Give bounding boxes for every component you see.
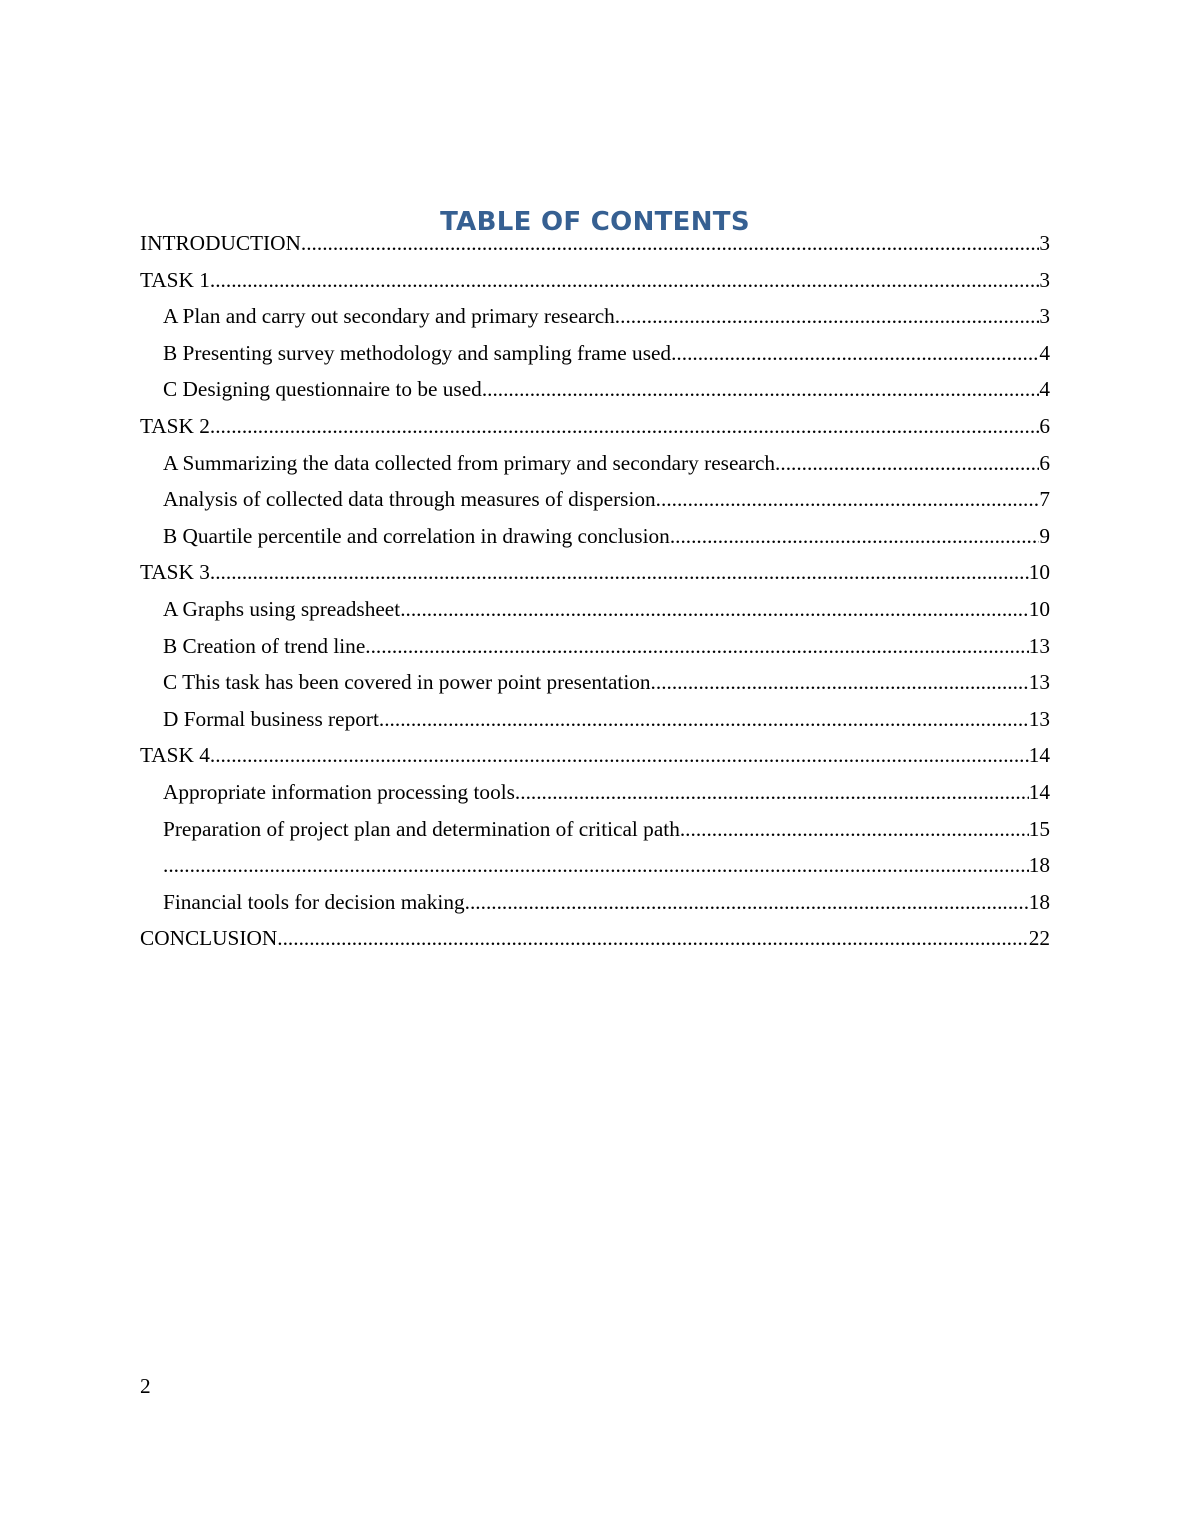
toc-entry-label: C This task has been covered in power point presentation [163, 670, 651, 695]
toc-entry-page: 7 [1039, 487, 1050, 512]
toc-entry-page: 9 [1039, 523, 1050, 548]
toc-entry-label: Appropriate information processing tools [163, 779, 515, 804]
toc-entry-page: 18 [1028, 889, 1050, 914]
toc-entry-page: 6 [1039, 413, 1050, 438]
toc-dot-leader [670, 519, 1040, 553]
toc-entry-label: TASK 2 [140, 413, 210, 438]
toc-entry[interactable] [140, 226, 1050, 263]
toc-entry-label: B Creation of trend line [163, 633, 366, 658]
toc-entry-page: 18 [1028, 853, 1050, 878]
toc-entry[interactable] [140, 482, 1050, 519]
toc-dot-leader [365, 629, 1028, 663]
toc-entry[interactable] [140, 372, 1050, 409]
toc-entry-page: 14 [1028, 743, 1050, 768]
toc-entry-page: 4 [1039, 377, 1050, 402]
toc-entry-page: 4 [1039, 340, 1050, 365]
toc-dot-leader [163, 848, 1029, 882]
toc-dot-leader [210, 263, 1039, 297]
toc-entry-label: TASK 3 [140, 560, 210, 585]
toc-entry-page: 3 [1039, 267, 1050, 292]
toc-entry-label: C Designing questionnaire to be used [163, 377, 482, 402]
toc-dot-leader [210, 738, 1029, 772]
toc-entry-label: A Graphs using spreadsheet [163, 596, 401, 621]
toc-entry[interactable] [140, 592, 1050, 629]
toc-entry-label: Analysis of collected data through measures of dispersion [163, 487, 656, 512]
toc-title: TABLE OF CONTENTS [440, 207, 750, 238]
toc-dot-leader [482, 372, 1040, 406]
toc-entry[interactable] [140, 702, 1050, 739]
toc-list [140, 226, 1050, 958]
toc-entry-label: TASK 1 [140, 267, 210, 292]
toc-entry[interactable] [140, 775, 1050, 812]
toc-entry-page: 3 [1039, 231, 1050, 255]
toc-dot-leader [400, 592, 1029, 626]
toc-entry[interactable] [140, 885, 1050, 922]
toc-entry-page: 6 [1039, 450, 1050, 475]
page-number: 2 [140, 1374, 151, 1398]
toc-entry-page: 15 [1028, 816, 1050, 841]
toc-entry[interactable] [140, 263, 1050, 300]
toc-dot-leader [615, 299, 1040, 333]
toc-entry-page: 14 [1028, 779, 1050, 804]
toc-entry[interactable] [140, 812, 1050, 849]
toc-entry[interactable] [140, 555, 1050, 592]
toc-entry-label: INTRODUCTION [140, 231, 301, 255]
toc-entry[interactable] [140, 519, 1050, 556]
toc-dot-leader [656, 482, 1040, 516]
toc-dot-leader [651, 665, 1029, 699]
toc-entry[interactable] [140, 409, 1050, 446]
toc-entry[interactable] [140, 738, 1050, 775]
toc-dot-leader [210, 409, 1039, 443]
toc-entry[interactable] [140, 921, 1050, 958]
toc-dot-leader [671, 336, 1039, 370]
toc-entry[interactable] [140, 665, 1050, 702]
toc-entry-label: D Formal business report [163, 706, 379, 731]
toc-dot-leader [379, 702, 1029, 736]
toc-dot-leader [775, 446, 1039, 480]
toc-dot-leader [277, 921, 1028, 955]
toc-entry-page: 13 [1028, 670, 1050, 695]
toc-entry-page: 13 [1028, 633, 1050, 658]
toc-entry-page: 22 [1028, 926, 1050, 951]
toc-entry-page: 13 [1028, 706, 1050, 731]
toc-entry[interactable] [140, 629, 1050, 666]
toc-entry[interactable] [140, 299, 1050, 336]
toc-entry[interactable] [140, 446, 1050, 483]
toc-entry-page: 10 [1028, 560, 1050, 585]
toc-entry[interactable] [140, 336, 1050, 373]
toc-entry-page: 10 [1028, 596, 1050, 621]
toc-entry-label: A Plan and carry out secondary and primary research [163, 304, 615, 329]
toc-entry-label: Preparation of project plan and determination of critical path [163, 816, 680, 841]
toc-dot-leader [680, 812, 1029, 846]
toc-dot-leader [515, 775, 1029, 809]
toc-dot-leader [465, 885, 1029, 919]
toc-entry-label: A Summarizing the data collected from primary and secondary research [163, 450, 776, 475]
toc-entry-label: CONCLUSION [140, 926, 278, 951]
toc-entry-label: B Quartile percentile and correlation in drawing conclusion [163, 523, 670, 548]
toc-dot-leader [210, 555, 1029, 589]
toc-entry-label: Financial tools for decision making [163, 889, 465, 914]
toc-dot-leader [301, 226, 1039, 260]
toc-entry-label: B Presenting survey methodology and sampling frame used [163, 340, 672, 365]
toc-entry-label: TASK 4 [140, 743, 210, 768]
toc-entry[interactable] [140, 848, 1050, 885]
toc-entry-page: 3 [1039, 304, 1050, 329]
